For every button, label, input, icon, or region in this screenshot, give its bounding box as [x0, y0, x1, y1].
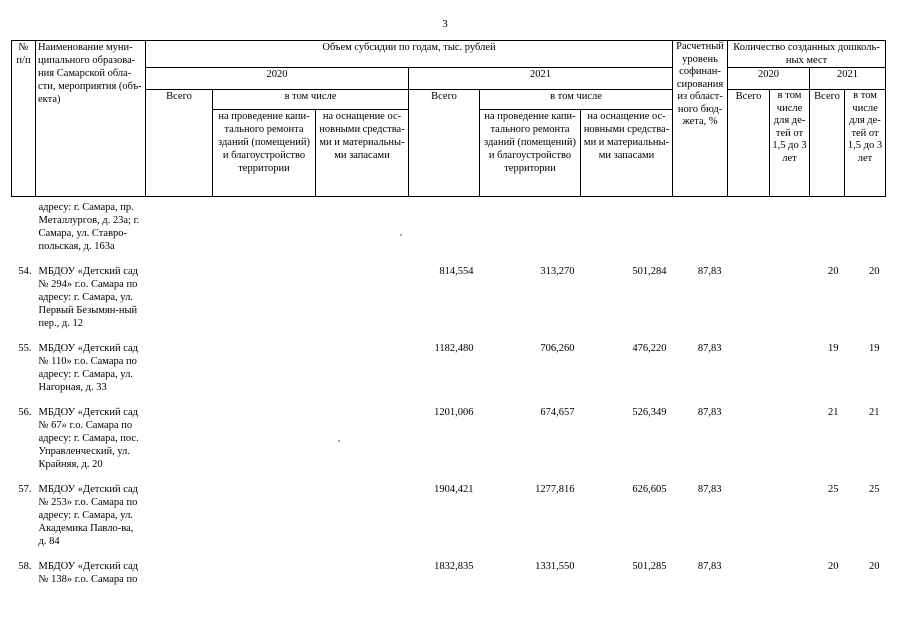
row-name: МБДОУ «Детский сад № 67» г.о. Самара по адресу: г. Самара, пос. Управленческий, ул. Крайняя, д. 20: [38, 407, 139, 470]
equipment-2021: 626,605: [632, 484, 667, 495]
header-including-2021: в том числе: [480, 90, 673, 110]
header-places-total-2020: Всего: [728, 90, 770, 197]
repair-2020: [213, 342, 316, 394]
places-sub-2021: 20: [869, 561, 880, 572]
repair-2021: [480, 197, 581, 254]
equipment-2021: 501,285: [632, 561, 667, 572]
places-2020: [728, 483, 770, 548]
total-2020: [146, 197, 213, 254]
repair-2021: 1277,816: [535, 484, 575, 495]
header-total-2021: Всего: [409, 90, 480, 197]
row-spacer: [12, 548, 886, 560]
header-subsidy: Объем субсидии по годам, тыс. рублей: [146, 41, 673, 68]
total-2020: [146, 483, 213, 548]
repair-2020: [213, 197, 316, 254]
equipment-2020: [316, 342, 409, 394]
places-2020: [728, 342, 770, 394]
row-spacer: [12, 330, 886, 342]
equipment-2020: [316, 265, 409, 330]
header-places-2021: 2021: [810, 68, 886, 90]
table-row: [12, 342, 886, 394]
equipment-2021: 526,349: [632, 407, 667, 418]
row-spacer-cell: [12, 471, 886, 483]
places-2021: [810, 197, 845, 254]
cofinancing-level: 87,83: [697, 343, 722, 354]
places-sub-2020: [770, 342, 810, 394]
places-2021: 20: [828, 266, 839, 277]
places-sub-2020: [770, 265, 810, 330]
scan-speck: [338, 440, 340, 442]
places-sub-2020: [770, 560, 810, 586]
places-2021: 20: [828, 561, 839, 572]
header-places-sub-2020: в том числе для де-тей от 1,5 до 3 лет: [770, 90, 810, 197]
places-sub-2021: [845, 197, 886, 254]
repair-2021: 706,260: [540, 343, 575, 354]
row-spacer-cell: [12, 394, 886, 406]
total-2021: 1182,480: [434, 343, 474, 354]
table-row: [12, 406, 886, 471]
repair-2020: [213, 560, 316, 586]
page-number: 3: [442, 18, 448, 30]
row-spacer-cell: [12, 330, 886, 342]
equipment-2020: [316, 197, 409, 254]
places-2020: [728, 560, 770, 586]
header-year-2020: 2020: [146, 68, 409, 90]
total-2021: 1904,421: [434, 484, 474, 495]
header-places-sub-2021: в том числе для де-тей от 1,5 до 3 лет: [845, 90, 886, 197]
row-number: 58.: [18, 561, 32, 572]
cofinancing-level: 87,83: [697, 561, 722, 572]
header-name: Наименование муни-ципального образова-ния Самарской обла-сти, мероприятия (объ-екта): [36, 41, 146, 197]
places-sub-2021: 21: [869, 407, 880, 418]
total-2020: [146, 560, 213, 586]
row-spacer: [12, 471, 886, 483]
row-number: 57.: [18, 484, 32, 495]
repair-2021: 674,657: [540, 407, 575, 418]
places-2020: [728, 265, 770, 330]
row-name: МБДОУ «Детский сад № 294» г.о. Самара по адресу: г. Самара, ул. Первый Безымян-ный пер., д. 12: [38, 266, 139, 329]
header-places-total-2021: Всего: [810, 90, 845, 197]
header-cofinancing-level: Расчетный уровень софинан-сирования из област-ного бюд-жета, %: [673, 41, 728, 197]
places-2020: [728, 197, 770, 254]
places-sub-2021: 25: [869, 484, 880, 495]
header-places-2020: 2020: [728, 68, 810, 90]
header-equipment-2020: на оснащение ос-новными средства-ми и материальны-ми запасами: [316, 110, 409, 197]
cofinancing-level: 87,83: [697, 407, 722, 418]
places-sub-2020: [770, 406, 810, 471]
equipment-2021: 501,284: [632, 266, 667, 277]
row-number: 56.: [18, 407, 32, 418]
scan-speck: [400, 234, 402, 236]
row-name: МБДОУ «Детский сад № 138» г.о. Самара по: [38, 561, 139, 585]
equipment-2020: [316, 406, 409, 471]
total-2020: [146, 342, 213, 394]
cofinancing-level: 87,83: [697, 484, 722, 495]
total-2021: [409, 197, 480, 254]
places-2020: [728, 406, 770, 471]
equipment-2020: [316, 483, 409, 548]
repair-2021: 313,270: [540, 266, 575, 277]
total-2021: 814,554: [439, 266, 474, 277]
row-spacer: [12, 253, 886, 265]
header-equipment-2021: на оснащение ос-новными средства-ми и материальны-ми запасами: [581, 110, 673, 197]
row-name: МБДОУ «Детский сад № 253» г.о. Самара по адресу: г. Самара, ул. Академика Павло-ва, д. 84: [38, 484, 139, 547]
header-year-2021: 2021: [409, 68, 673, 90]
total-2021: 1201,006: [434, 407, 474, 418]
places-sub-2020: [770, 483, 810, 548]
row-number: 54.: [18, 266, 32, 277]
row-name: МБДОУ «Детский сад № 110» г.о. Самара по адресу: г. Самара, ул. Нагорная, д. 33: [38, 343, 139, 393]
table-row: [12, 197, 886, 254]
cofinancing-level: 87,83: [697, 266, 722, 277]
total-2021: 1832,835: [434, 561, 474, 572]
repair-2020: [213, 265, 316, 330]
header-total-2020: Всего: [146, 90, 213, 197]
header-repair-2020: на проведение капи-тального ремонта зданий (помещений) и благоустройство территории: [213, 110, 316, 197]
places-2021: 19: [828, 343, 839, 354]
total-2020: [146, 265, 213, 330]
places-sub-2021: 20: [869, 266, 880, 277]
header-including-2020: в том числе: [213, 90, 409, 110]
table-row: [12, 483, 886, 548]
equipment-2020: [316, 560, 409, 586]
repair-2020: [213, 406, 316, 471]
subsidy-table: [11, 40, 886, 586]
cofinancing-level: [673, 197, 728, 254]
equipment-2021: [581, 197, 673, 254]
places-2021: 25: [828, 484, 839, 495]
places-sub-2021: 19: [869, 343, 880, 354]
row-number: [12, 197, 36, 254]
row-spacer-cell: [12, 548, 886, 560]
row-spacer-cell: [12, 253, 886, 265]
table-row: [12, 265, 886, 330]
row-name: адресу: г. Самара, пр. Металлургов, д. 23а; г. Самара, ул. Ставро-польская, д. 163а: [38, 202, 140, 252]
repair-2020: [213, 483, 316, 548]
table-row: [12, 560, 886, 586]
row-number: 55.: [18, 343, 32, 354]
places-sub-2020: [770, 197, 810, 254]
header-number: № п/п: [12, 41, 36, 197]
table-header: [12, 41, 886, 197]
header-repair-2021: на проведение капи-тального ремонта зданий (помещений) и благоустройство территории: [480, 110, 581, 197]
places-2021: 21: [828, 407, 839, 418]
header-places: Количество созданных дошколь-ных мест: [728, 41, 886, 68]
repair-2021: 1331,550: [535, 561, 575, 572]
row-spacer: [12, 394, 886, 406]
equipment-2021: 476,220: [632, 343, 667, 354]
table-body: [12, 197, 886, 587]
total-2020: [146, 406, 213, 471]
